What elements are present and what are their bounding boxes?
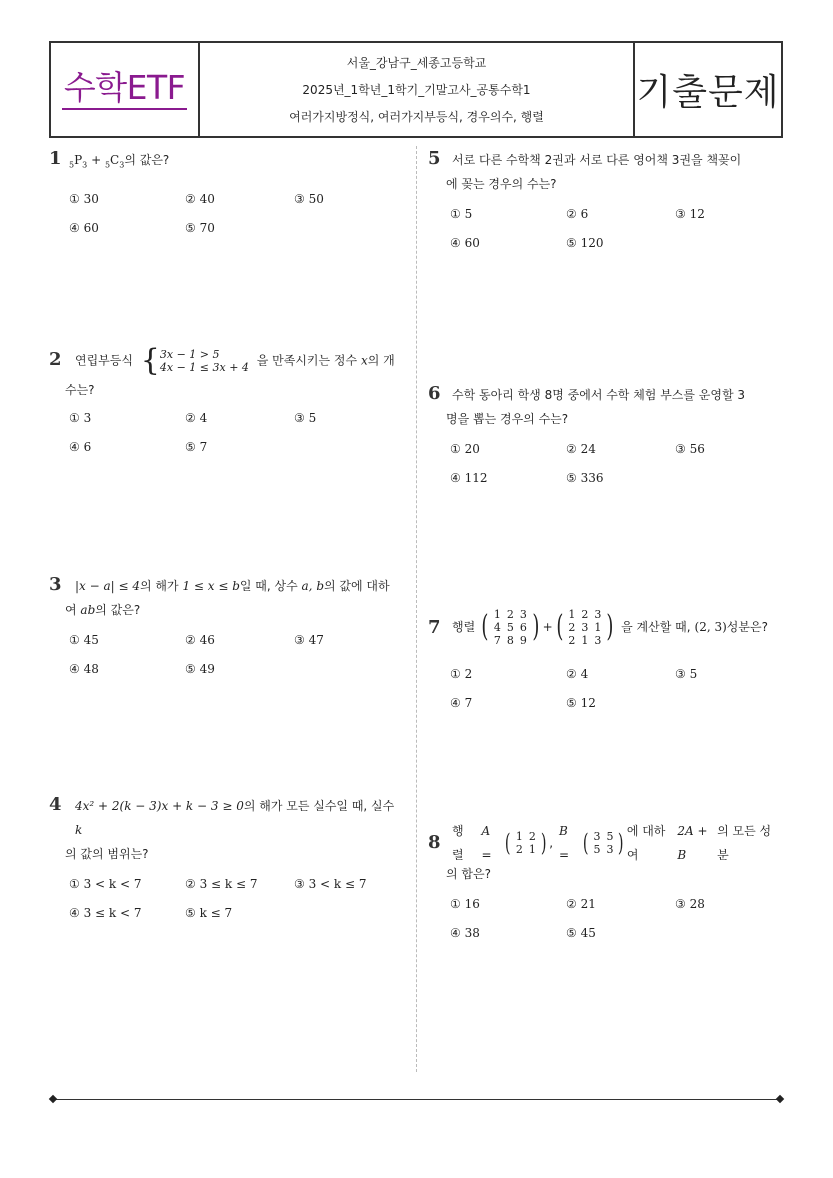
matrix-entry: 6 [519,620,527,634]
matrix-entry: 1 [528,843,536,856]
matrix-entry: 9 [519,633,527,647]
choice-3[interactable]: ③ 47 [294,633,324,647]
answer-choices [428,202,778,260]
choice-2[interactable]: ② 46 [185,633,215,647]
matrix-entry: 3 [581,620,589,634]
math-expression: ab [80,603,96,617]
problem-3 [49,574,399,686]
choice-2[interactable]: ② 24 [566,442,596,456]
math-expression: 4x² + 2(k − 3)x + k − 3 ≥ 0 [75,799,244,813]
question-text [452,826,778,860]
choice-5[interactable]: ⑤ 120 [566,236,604,250]
question-line-2: 의 값의 범위는? [65,847,149,861]
choice-2[interactable]: ② 3 ≤ k ≤ 7 [185,877,258,891]
choice-3[interactable]: ③ 3 < k ≤ 7 [294,877,367,891]
question-text: 서로 다른 수학책 2권과 서로 다른 영어책 3권을 책꽂이 [452,153,742,167]
question-line-2: 의 합은? [446,867,491,881]
footer-diamond-right [776,1095,784,1103]
matrix-entry: 1 [594,620,602,634]
choice-5[interactable]: ⑤ 45 [566,926,596,940]
answer-choices [49,187,399,245]
matrix-entry: 1 [493,607,501,621]
problem-number: 2 [49,349,62,370]
column-divider [416,146,417,1072]
matrix-entry: 2 [506,607,514,621]
choice-1[interactable]: ① 5 [450,207,473,221]
answer-choices [49,628,399,686]
question-line-2: 수는? [65,383,95,397]
matrix-entry: 3 [519,607,527,621]
choice-5[interactable]: ⑤ 49 [185,662,215,676]
choice-1[interactable]: ① 20 [450,442,480,456]
math-expression: 2A + B [677,824,708,862]
choice-3[interactable]: ③ 28 [675,897,705,911]
footer-diamond-left [49,1095,57,1103]
choice-2[interactable]: ② 40 [185,192,215,207]
plus-operator: + [542,620,553,634]
exam-info [200,43,635,136]
matrix-entry: 3 [593,830,601,843]
text-fragment: 에 대하여 [626,824,666,862]
separator: , [549,836,554,850]
text-fragment: 행렬 [452,620,476,634]
answer-choices [49,872,399,930]
question-text [75,794,399,842]
choice-4[interactable]: ④ 3 ≤ k < 7 [69,906,142,920]
choice-5[interactable]: ⑤ 70 [185,221,215,236]
matrix-2: ( 1 2 3 2 3 1 2 1 3 ) [556,607,614,647]
choice-2[interactable]: ② 4 [185,411,208,425]
math-expression: (2, 3) [694,620,727,634]
choice-1[interactable]: ① 3 [69,411,92,425]
text-fragment: 의 값에 대하 [324,579,390,593]
question-text [75,343,399,378]
matrix-entry: 4 [493,620,501,634]
answer-choices [428,892,778,950]
text-fragment: 행렬 [452,824,464,862]
choice-4[interactable]: ④ 60 [69,221,99,236]
text-fragment: 을 계산할 때, [621,620,691,634]
school-name: 서울_강남구_세종고등학교 [346,56,487,70]
problem-5 [428,148,778,260]
choice-2[interactable]: ② 21 [566,897,596,911]
text-fragment: 의 해가 모든 실수일 때, 실수 [243,799,395,813]
matrix-entry: 5 [506,620,514,634]
inequality-system: { 3x − 1 > 5 4x − 1 ≤ 3x + 4 [140,343,249,378]
choice-4[interactable]: ④ 38 [450,926,480,940]
matrix-entry: 2 [581,607,589,621]
problem-number: 3 [49,574,62,595]
matrix-a-label: A = [481,824,492,862]
question-text [75,574,399,598]
problem-number: 5 [428,148,441,169]
math-expression: a, b [301,579,324,593]
matrix-entry: 3 [606,843,614,856]
choice-1[interactable]: ① 16 [450,897,480,911]
problem-number: 7 [428,617,441,638]
choice-2[interactable]: ② 6 [566,207,589,221]
choice-3[interactable]: ③ 5 [294,411,317,425]
matrix-entry: 1 [568,607,576,621]
matrix-entry: 8 [506,633,514,647]
choice-3[interactable]: ③ 12 [675,207,705,221]
answer-choices [428,437,778,495]
logo-cell [51,43,200,136]
choice-5[interactable]: ⑤ 336 [566,471,604,485]
doc-type: 기출문제 [636,72,780,113]
question-line-2 [65,598,399,622]
choice-1[interactable]: ① 3 < k < 7 [69,877,142,891]
footer-rule [53,1099,780,1100]
problem-6 [428,383,778,495]
problem-4 [49,794,399,930]
choice-5[interactable]: ⑤ 7 [185,440,208,454]
problem-1 [49,148,399,245]
matrix-entry: 3 [594,607,602,621]
variable: k [75,823,83,837]
inequality-2: 4x − 1 ≤ 3x + 4 [159,361,249,374]
choice-4[interactable]: ④ 6 [69,440,92,454]
answer-choices [428,662,778,720]
exam-header [49,41,783,138]
problem-number: 8 [428,832,441,853]
doc-type-cell [635,43,781,136]
matrix-1: ( 1 2 3 4 5 6 7 8 9 ) [481,607,540,647]
matrix-entry: 1 [515,830,523,843]
matrix-entry: 1 [581,633,589,647]
matrix-entry: 3 [594,633,602,647]
exam-topics: 여러가지방정식, 여러가지부등식, 경우의수, 행렬 [289,110,544,124]
problem-number: 6 [428,383,441,404]
exam-title: 2025년_1학년_1학기_기말고사_공통수학1 [302,83,531,97]
matrix-b-label: B = [559,824,570,862]
matrix-b: ( 3 5 5 3 ) [582,829,624,857]
question-text [452,604,778,650]
matrix-entry: 2 [515,843,523,856]
choice-4[interactable]: ④ 60 [450,236,480,250]
brand-logo: 수학ETF [62,70,187,110]
problem-7 [428,604,778,720]
matrix-entry: 2 [528,830,536,843]
text-fragment: 성분은? [726,620,768,634]
text-fragment: 의 해가 [140,579,179,593]
math-expression: |x − a| ≤ 4 [75,579,141,593]
math-expression: $_5P_3 + _5C_3$ [69,153,125,170]
choice-2[interactable]: ② 4 [566,667,589,681]
matrix-entry: 5 [593,843,601,856]
choice-3[interactable]: ③ 50 [294,192,324,207]
text-fragment: 여 [65,603,77,617]
choice-1[interactable]: ① 30 [69,192,99,207]
choice-3[interactable]: ③ 56 [675,442,705,456]
matrix-entry: 2 [568,633,576,647]
text-fragment: 의 모든 성분 [717,824,772,862]
question-line-2: 명을 뽑는 경우의 수는? [446,412,569,426]
text-fragment: 일 때, 상수 [239,579,298,593]
problem-number: 1 [49,148,62,169]
matrix-entry: 5 [606,830,614,843]
question-text: 수학 동아리 학생 8명 중에서 수학 체험 부스를 운영할 3 [452,388,746,402]
question-suffix-2: 의 개 [367,353,395,368]
choice-1[interactable]: ① 45 [69,633,99,647]
choice-5[interactable]: ⑤ k ≤ 7 [185,906,233,920]
problem-number: 4 [49,794,62,815]
inequality-1: 3x − 1 > 5 [159,348,220,361]
choice-5[interactable]: ⑤ 12 [566,696,596,710]
question-suffix: 을 만족시키는 정수 [256,353,358,368]
choice-3[interactable]: ③ 5 [675,667,698,681]
question-suffix: 의 값은? [124,153,170,167]
problem-8 [428,826,778,950]
choice-1[interactable]: ① 2 [450,667,473,681]
question-prefix: 연립부등식 [75,353,133,368]
answer-choices [49,406,399,464]
question-text [69,148,399,177]
question-line-2: 에 꽂는 경우의 수는? [446,177,557,191]
matrix-entry: 7 [493,633,501,647]
matrix-a: ( 1 2 2 1 ) [505,829,547,857]
choice-4[interactable]: ④ 112 [450,471,488,485]
variable: x [360,353,368,368]
math-expression: 1 ≤ x ≤ b [182,579,240,593]
text-fragment: 의 값은? [95,603,141,617]
choice-4[interactable]: ④ 7 [450,696,473,710]
choice-4[interactable]: ④ 48 [69,662,99,676]
problem-2 [49,343,399,464]
matrix-entry: 2 [568,620,576,634]
